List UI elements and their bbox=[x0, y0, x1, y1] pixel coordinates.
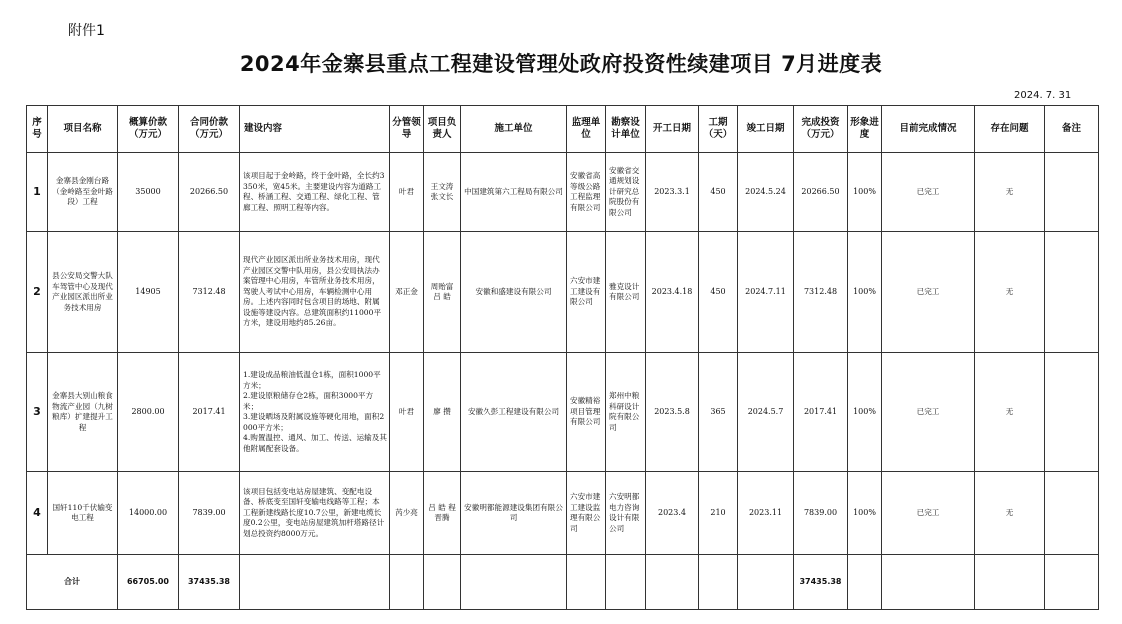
report-date: 2024. 7. 31 bbox=[1014, 90, 1072, 101]
empty-cell bbox=[1045, 555, 1099, 610]
cell-budget: 14905 bbox=[118, 232, 179, 353]
cell-status: 已完工 bbox=[882, 472, 975, 555]
cell-end: 2024.7.11 bbox=[738, 232, 794, 353]
header-end: 竣工日期 bbox=[738, 106, 794, 153]
table-row bbox=[27, 472, 1099, 555]
cell-start: 2023.3.1 bbox=[646, 153, 699, 232]
table-row bbox=[27, 153, 1099, 232]
cell-supervisor: 六安市建工建设有限公司 bbox=[567, 232, 606, 353]
empty-cell bbox=[240, 555, 390, 610]
header-designer: 勘察设计单位 bbox=[606, 106, 646, 153]
cell-name: 金寨县大别山粮食物流产业园（九树粮库）扩建提升工程 bbox=[48, 353, 118, 472]
cell-issues: 无 bbox=[975, 472, 1045, 555]
cell-start: 2023.4 bbox=[646, 472, 699, 555]
cell-end: 2023.11 bbox=[738, 472, 794, 555]
cell-supervisor: 安徽省高等级公路工程监理有限公司 bbox=[567, 153, 606, 232]
header-start: 开工日期 bbox=[646, 106, 699, 153]
cell-progress: 100% bbox=[848, 153, 882, 232]
cell-status: 已完工 bbox=[882, 153, 975, 232]
cell-issues: 无 bbox=[975, 153, 1045, 232]
empty-cell bbox=[738, 555, 794, 610]
empty-cell bbox=[975, 555, 1045, 610]
table-total-row bbox=[27, 555, 1099, 610]
header-leader: 分管领导 bbox=[390, 106, 424, 153]
header-seq: 序号 bbox=[27, 106, 48, 153]
header-content: 建设内容 bbox=[240, 106, 390, 153]
cell-notes bbox=[1045, 472, 1099, 555]
cell-duration: 365 bbox=[699, 353, 738, 472]
cell-duration: 450 bbox=[699, 153, 738, 232]
table-header-row bbox=[27, 106, 1099, 153]
cell-invested: 20266.50 bbox=[794, 153, 848, 232]
header-manager: 项目负责人 bbox=[424, 106, 461, 153]
attachment-label: 附件1 bbox=[68, 23, 105, 39]
empty-cell bbox=[882, 555, 975, 610]
total-label: 合计 bbox=[27, 555, 118, 610]
cell-content: 现代产业园区派出所业务技术用房，现代产业园区交警中队用房，县公安局执法办案管理中心用房，车管所业务技术用房，驾驶人考试中心用房，车辆检测中心用房。上述内容同时包含项目的场地、附属设施等建设内容。总建筑面积约11000平方米，建设用地约85.26亩。 bbox=[240, 232, 390, 353]
cell-builder: 中国建筑第六工程局有限公司 bbox=[461, 153, 567, 232]
cell-status: 已完工 bbox=[882, 232, 975, 353]
cell-content: 该项目包括变电站房屋建筑、变配电设备、桥底变至国轩变输电线路等工程；本工程新建线路长度10.7公里，新建电缆长度0.2公里，变电站房屋建筑加杆塔路径计划总投资约8000万元。 bbox=[240, 472, 390, 555]
header-contract: 合同价款（万元） bbox=[179, 106, 240, 153]
cell-leader: 叶君 bbox=[390, 353, 424, 472]
cell-contract: 7839.00 bbox=[179, 472, 240, 555]
header-progress: 形象进度 bbox=[848, 106, 882, 153]
cell-start: 2023.5.8 bbox=[646, 353, 699, 472]
cell-invested: 7839.00 bbox=[794, 472, 848, 555]
cell-notes bbox=[1045, 353, 1099, 472]
cell-invested: 7312.48 bbox=[794, 232, 848, 353]
cell-progress: 100% bbox=[848, 472, 882, 555]
cell-seq: 4 bbox=[27, 472, 48, 555]
cell-duration: 210 bbox=[699, 472, 738, 555]
cell-manager: 吕 皓 程晋腾 bbox=[424, 472, 461, 555]
cell-name: 县公安局交警大队车驾管中心及现代产业园区派出所业务技术用房 bbox=[48, 232, 118, 353]
cell-designer: 安徽省交通规划设计研究总院股份有限公司 bbox=[606, 153, 646, 232]
cell-designer: 六安明都电力咨询设计有限公司 bbox=[606, 472, 646, 555]
cell-contract: 20266.50 bbox=[179, 153, 240, 232]
cell-end: 2024.5.7 bbox=[738, 353, 794, 472]
cell-duration: 450 bbox=[699, 232, 738, 353]
total-contract: 37435.38 bbox=[179, 555, 240, 610]
progress-table bbox=[26, 105, 1099, 610]
empty-cell bbox=[390, 555, 424, 610]
cell-seq: 3 bbox=[27, 353, 48, 472]
cell-content: 1.建设成品粮油低温仓1栋，面积1000平方米； 2.建设原粮储存仓2栋，面积3000平方米； 3.建设晒场及附属设施等硬化用地，面积2000平方米； 4.购置温控、通风、加工、传送、运输及其他附属配套设备。 bbox=[240, 353, 390, 472]
cell-invested: 2017.41 bbox=[794, 353, 848, 472]
header-name: 项目名称 bbox=[48, 106, 118, 153]
empty-cell bbox=[461, 555, 567, 610]
cell-seq: 1 bbox=[27, 153, 48, 232]
empty-cell bbox=[699, 555, 738, 610]
cell-builder: 安徽和盛建设有限公司 bbox=[461, 232, 567, 353]
empty-cell bbox=[646, 555, 699, 610]
cell-builder: 安徽明都能源建设集团有限公司 bbox=[461, 472, 567, 555]
cell-start: 2023.4.18 bbox=[646, 232, 699, 353]
cell-manager: 王文涛 张文长 bbox=[424, 153, 461, 232]
cell-leader: 叶君 bbox=[390, 153, 424, 232]
cell-builder: 安徽久彭工程建设有限公司 bbox=[461, 353, 567, 472]
cell-contract: 7312.48 bbox=[179, 232, 240, 353]
cell-seq: 2 bbox=[27, 232, 48, 353]
table-row bbox=[27, 232, 1099, 353]
header-status: 目前完成情况 bbox=[882, 106, 975, 153]
cell-issues: 无 bbox=[975, 353, 1045, 472]
header-invested: 完成投资（万元） bbox=[794, 106, 848, 153]
cell-contract: 2017.41 bbox=[179, 353, 240, 472]
cell-end: 2024.5.24 bbox=[738, 153, 794, 232]
cell-name: 金寨县金刚台路（金岭路至金叶路段）工程 bbox=[48, 153, 118, 232]
cell-supervisor: 安徽精裕项目管理有限公司 bbox=[567, 353, 606, 472]
empty-cell bbox=[567, 555, 606, 610]
cell-designer: 郑州中粮科研设计院有限公司 bbox=[606, 353, 646, 472]
empty-cell bbox=[606, 555, 646, 610]
cell-progress: 100% bbox=[848, 232, 882, 353]
cell-progress: 100% bbox=[848, 353, 882, 472]
total-budget: 66705.00 bbox=[118, 555, 179, 610]
cell-notes bbox=[1045, 232, 1099, 353]
header-supervisor: 监理单位 bbox=[567, 106, 606, 153]
cell-content: 该项目起于金岭路，终于金叶路，全长约3350米，宽45米。主要建设内容为道路工程、桥涵工程、交通工程、绿化工程、管廊工程、照明工程等内容。 bbox=[240, 153, 390, 232]
cell-designer: 雅克设计有限公司 bbox=[606, 232, 646, 353]
cell-leader: 邓正金 bbox=[390, 232, 424, 353]
cell-supervisor: 六安市建工建设监理有限公司 bbox=[567, 472, 606, 555]
cell-budget: 14000.00 bbox=[118, 472, 179, 555]
empty-cell bbox=[424, 555, 461, 610]
cell-manager: 廖 攒 bbox=[424, 353, 461, 472]
cell-notes bbox=[1045, 153, 1099, 232]
cell-manager: 周贻富 吕 皓 bbox=[424, 232, 461, 353]
header-issues: 存在问题 bbox=[975, 106, 1045, 153]
cell-name: 国轩110千伏输变电工程 bbox=[48, 472, 118, 555]
header-budget: 概算价款（万元） bbox=[118, 106, 179, 153]
empty-cell bbox=[848, 555, 882, 610]
cell-budget: 2800.00 bbox=[118, 353, 179, 472]
cell-status: 已完工 bbox=[882, 353, 975, 472]
total-invested: 37435.38 bbox=[794, 555, 848, 610]
header-duration: 工期（天） bbox=[699, 106, 738, 153]
cell-leader: 芮少亮 bbox=[390, 472, 424, 555]
header-notes: 备注 bbox=[1045, 106, 1099, 153]
page-title: 2024年金寨县重点工程建设管理处政府投资性续建项目 7月进度表 bbox=[239, 52, 883, 76]
cell-issues: 无 bbox=[975, 232, 1045, 353]
header-builder: 施工单位 bbox=[461, 106, 567, 153]
table-row bbox=[27, 353, 1099, 472]
cell-budget: 35000 bbox=[118, 153, 179, 232]
